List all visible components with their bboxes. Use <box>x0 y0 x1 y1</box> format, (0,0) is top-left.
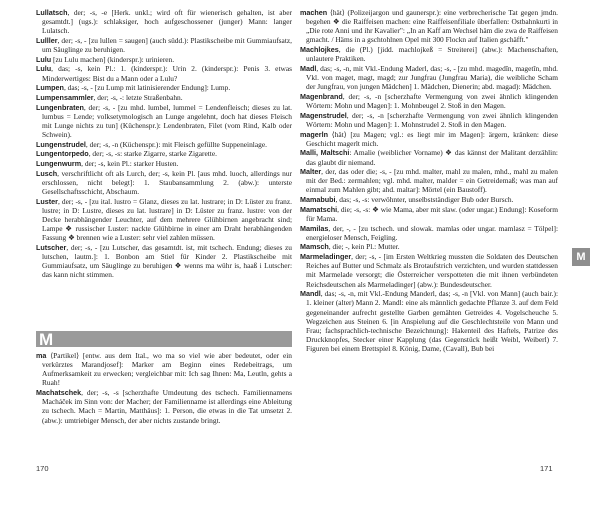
entry-definition: , der; -s, -n [scherzhafte Vermengung von zwei ähnlich klingenden Wörtern: Mohn und Magen]: 1. Mohnstrudel 2. Stoß in den Magen. <box>306 110 558 129</box>
entry-definition: ⟨Partikel⟩ [entw. aus dem Ital., wo ma so viel wie aber bedeutet, oder ein verkürztes Marandjosef]: Marker am Beginn eines Redebeitrags, um Aufmerksamkeit zu erwecken; vergleichbar mit: Ich sag Ihnen: Ma, Leutln, gehts a Ruah! <box>42 351 292 388</box>
left-page-column-bottom <box>36 351 292 425</box>
dictionary-entry <box>36 55 292 64</box>
entry-definition: , der; -s, - [zu Lutscher, das gesamtdt. ist, mit tschech. Endung; dieses zu lutschen, lautm.]: 1. Bonbon am Stiel für Kinder 2. Plastikscheibe mit Gummiaufsatz, um Säuglinge zu beruhigen ❖ wenns ma wühr is, haaß i Lutscher: das kann nicht stimmen. <box>42 242 292 280</box>
entry-definition: [zu Lulu machen] (kinderspr.): urinieren. <box>51 54 175 64</box>
dictionary-entry <box>36 64 292 82</box>
left-page-column <box>36 8 292 280</box>
entry-definition: , der; -s, -s: starke Zigarre, starke Zigarette. <box>88 149 217 159</box>
section-letter-bar <box>36 331 292 347</box>
entry-headword: Lulller <box>36 35 58 45</box>
dictionary-entry <box>36 93 292 102</box>
entry-definition: , der; -s, - [zu mhd. lumbel, lummel = Lendenfleisch; dieses zu lat. lumbus = Lende; volksetymologisch an Lunge angelehnt, doch hat dieses Fleisch mit Lunge nichts zu tun] (Küchenspr.): Lendenbraten, Filet (vom Rind, Kalb oder Schwein). <box>42 102 292 140</box>
entry-headword: Lullatsch <box>36 8 68 17</box>
dictionary-entry <box>300 8 558 45</box>
entry-headword: Magenstrudel <box>300 110 347 120</box>
dictionary-entry <box>36 388 292 425</box>
entry-headword: Mamatschi <box>300 204 338 214</box>
dictionary-entry <box>300 92 558 110</box>
entry-definition: , das; -s, -n, mit Vkl.-Endung Manderl, das; -s, -n [Vkl. von Mann] (auch bair.): 1. kleiner (alter) Mann 2. Mandl: eine als männlich gedachte Pflanze 3. auf dem Feld gegeneinander aufrecht gestellte Garben gemähten Getreides 4. Vogelscheuche 5. Wegzeichen aus Steinen 6. [in Anspielung auf die Geschlechtsteile von Mann und Frau; fachsprachlich-technische Bezeichnung]: Hakenteil des Haftels, Patrize des Druckknopfes, Stecker einer Kapplung (das Gegenstück heißt Weibl, Weiberl) 7. Figuren bei einem Brettspiel 8. König, Dame, (Cavall), Bub bei <box>306 289 558 354</box>
dictionary-entry <box>300 45 558 63</box>
entry-definition: , die; -, kein Pl.: Mutter. <box>328 242 400 252</box>
entry-headword: ma <box>36 351 47 360</box>
dictionary-entry <box>300 64 558 91</box>
dictionary-entry <box>36 159 292 168</box>
entry-headword: Marmeladinger <box>300 252 352 262</box>
dictionary-entry <box>36 103 292 140</box>
entry-headword: Machlojkes <box>300 45 339 55</box>
entry-definition: , der; -s, -n [scherzhafte Vermengung von zwei ähnlich klingenden Wörtern: Mohn und Magen]: 1. Mohnbeugel 2. Stoß in den Magen. <box>306 91 558 111</box>
dictionary-entry <box>36 8 292 35</box>
entry-definition: , das; -s, -s: verwöhnter, unselbstständiger Bub oder Bursch. <box>335 195 514 205</box>
page-number-left: 170 <box>36 464 49 473</box>
entry-definition: , der, das oder die; -s, - [zu mhd. malter, mahl zu malen, mhd., mahl zu malen mit der Bed.: zermahlen; vgl. mhd. malter, malder = ein Getreidemaß; was man auf einmal zum Mahlen gibt; ahd. maltar]: Mörtel (ein Baustoff). <box>306 167 558 195</box>
entry-headword: Lungentorpedo <box>36 149 89 159</box>
entry-definition: ⟨hät⟩ (Polizeijargon und gaunerspr.): eine verbrecherische Tat gegen jmdn. begehen ❖ die Raiffeisen machen: eine Raiffeisenfiliale überfallen: Ostbahnkurti in „Die rote Anni und ihr Kavalier": „In an Kaff am Wechsel häm die zwa de Raiffeisen gmacht. / Häms in a gschtohlnen Opel mit 300 Flockn auf Italien gschäfft." <box>306 8 558 45</box>
dictionary-entry <box>300 130 558 148</box>
entry-definition: , das; -s, -n, mit Vkl.-Endung Maderl, das; -s, - [zu mhd. magedîn, magetîn, mhd. Vkl. von maget, magt, magd; zur Jungfrau (Jungfrau Maria), die weibliche Scham der Jungfrau, von jungen Mädchen] 1. Mädchen, Dienerin; abd. magad): Mädchen. <box>306 63 558 92</box>
entry-definition: , der; -s, -: letzte Straßenbahn. <box>93 92 183 102</box>
entry-definition: , die (Pl.) [jidd. machlojkeß = Streiterei] (abw.): Machenschaften, unlautere Praktiken. <box>306 45 558 64</box>
dictionary-entry <box>300 224 558 242</box>
dictionary-entry <box>36 169 292 196</box>
dictionary-entry <box>36 140 292 149</box>
entry-headword: Malli, Maltschi <box>300 148 350 158</box>
dictionary-entry <box>300 148 558 166</box>
entry-headword: Mamilas <box>300 223 329 233</box>
dictionary-entry <box>300 289 558 353</box>
entry-definition: , das; -s, kein Pl.: 1. (kinderspr.): Urin 2. (kinderspr.): Penis 3. etwas Minderwertiges: Bist du a Mann oder a Lulu? <box>42 64 292 83</box>
entry-definition: , der; -s, - [zu ital. lustro = Glanz, dieses zu lat. lustrare; in D: Lüster zu franz. lustre; in D: Lustre, dieses zu lat. lustrare] in D: Lüster zu franz. lustre: von der Decke herabhängender Leuchter, auf dem mehrere Glühbirnen angebracht sind; Lampe ❖ russischer Luster: nackte Glühbirne in einer am Draht herabhängenden Fassung ❖ brennen wie a Luster: sehr viel zahlen müssen. <box>42 196 292 243</box>
entry-headword: Lungenstrudel <box>36 139 86 149</box>
entry-definition: , der; -s, kein Pl.: starker Husten. <box>81 159 179 168</box>
entry-headword: Lumpen <box>36 83 64 93</box>
dictionary-entry <box>36 243 292 280</box>
dictionary-entry <box>300 205 558 223</box>
entry-definition: , der; -s, - [zu lullen = saugen] (auch südd.): Plastikscheibe mit Gummiaufsatz, um Säuglinge zu beruhigen. <box>42 35 292 55</box>
entry-headword: Mandl <box>300 289 321 299</box>
entry-definition: ⟨hät⟩ [zu Magen; vgl.: es liegt mir im Magen]: ärgern, kränken: diese Geschicht magerlt mich. <box>306 129 558 148</box>
entry-headword: Lungenwurm <box>36 159 82 168</box>
entry-headword: Mamsch <box>300 242 329 252</box>
entry-headword: Machatschek <box>36 388 82 398</box>
entry-headword: Madl <box>300 63 317 73</box>
right-page-column <box>300 8 558 354</box>
dictionary-entry <box>36 149 292 158</box>
dictionary-entry <box>36 83 292 92</box>
dictionary-entry <box>300 195 558 204</box>
entry-headword: Lungenbraten <box>36 102 84 112</box>
entry-headword: Magenbrand <box>300 91 343 101</box>
entry-definition: , die; -s, -s: ❖ wie Mama, aber mit slaw. (oder ungar.) Endung]: Koseform für Mama. <box>306 204 558 223</box>
entry-headword: magerln <box>300 129 328 139</box>
dictionary-entry <box>36 36 292 54</box>
entry-headword: Lumpensammler <box>36 92 94 102</box>
dictionary-entry <box>36 351 292 388</box>
thumb-index-tab[interactable]: M <box>572 248 590 266</box>
entry-headword: Luster <box>36 196 58 206</box>
dictionary-entry <box>300 167 558 194</box>
entry-definition: , das; -s, - [zu Lump mit latinisierender Endung]: Lump. <box>63 83 231 93</box>
entry-definition: , der; -s, -s [scherzhafte Umdeutung des tschech. Familiennamens Macháček im Sinn von: der Macher; der Familienname ist allerdings eine Ableitung zu tschech. Mach = Martin, Matthäus]: 1. Person, die etwas in die Tat umsetzt 2. (abw.): umtriebiger Mensch, der aber nichts zustande bringt. <box>42 388 292 425</box>
entry-headword: Lulu <box>36 64 52 74</box>
entry-headword: Mamabubi <box>300 195 336 205</box>
dictionary-entry <box>36 197 292 243</box>
entry-definition: , der; -s, -n (Küchenspr.): mit Fleisch gefüllte Suppeneinlage. <box>85 139 267 149</box>
entry-definition: , verschriftlicht oft als Lurch, der; -s, kein Pl. [aus mhd. luoch, allerdings nur erschlossen, nicht belegt]: 1. Staubansammlung 2. (abw.): unterste Gesellschaftsschicht, Abschaum. <box>42 168 292 196</box>
entry-definition: : Amalie (weiblicher Vorname) ❖ das kännst der Malitant derzählin: das glaubt dir niemand. <box>306 148 558 167</box>
entry-headword: Lutscher <box>36 242 67 252</box>
entry-headword: Lulu <box>36 54 52 64</box>
entry-definition: , der; -s, -e [Herk. unkl.; wird oft für wienerisch gehalten, ist aber gesamtdt.] (ugs.): schlaksiger, hoch aufgeschossener (junger) Mann: langer Lulatsch. <box>42 8 292 36</box>
dictionary-entry <box>300 111 558 129</box>
entry-headword: Lusch <box>36 168 58 178</box>
dictionary-entry <box>300 252 558 289</box>
entry-headword: machen <box>300 8 328 17</box>
entry-definition: , der; -s, - [im Ersten Weltkrieg mussten die Soldaten des Deutschen Reiches auf Butter und Schmalz als Brotaufstrich verzichten, und wurden stattdessen mit Marmelade versorgt; die Österreicher verspotteten die mit ihnen verbündeten Reichsdeutschen als Marmeladinger] (abw.): Bundesdeutscher. <box>306 252 558 289</box>
entry-definition: , der, -, - [zu tschech. und slowak. mamlas oder ungar. mamlasz = Tölpel]: energieloser Mensch, Feigling. <box>306 223 558 242</box>
entry-headword: Malter <box>300 167 322 177</box>
page-number-right: 171 <box>540 464 553 473</box>
dictionary-entry <box>300 242 558 251</box>
section-letter: M <box>39 330 54 349</box>
